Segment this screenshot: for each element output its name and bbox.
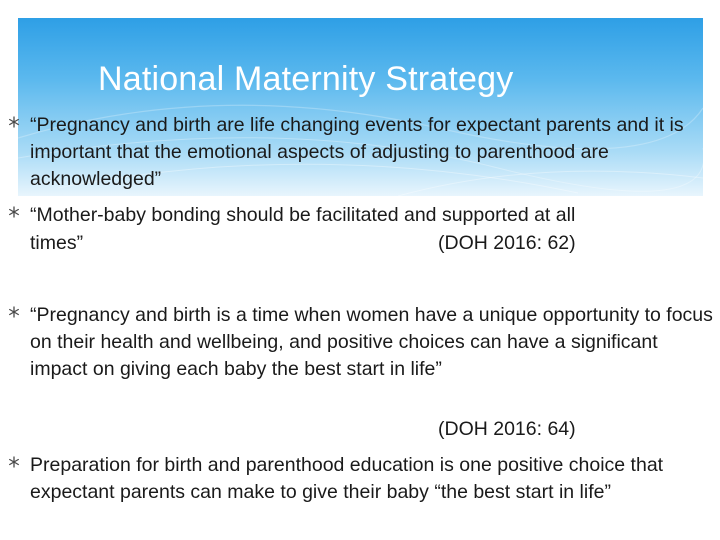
asterisk-bullet-icon — [8, 456, 20, 468]
bullet-text: “Mother-baby bonding should be facilitated and supported at all — [30, 204, 576, 226]
asterisk-bullet-icon — [8, 116, 20, 128]
asterisk-bullet-icon — [8, 306, 20, 318]
citation: (DOH 2016: 64) — [438, 418, 576, 440]
asterisk-bullet-icon — [8, 206, 20, 218]
bullet-text: Preparation for birth and parenthood education is one positive choice that expectant parents can make to give their baby “the best start in life” — [30, 454, 664, 503]
bullet-text: “Pregnancy and birth is a time when women have a unique opportunity to focus on their health and wellbeing, and positive choices can have a significant impact on giving each baby the best start in life” — [30, 304, 713, 380]
bullet-item-3 — [30, 302, 714, 383]
bullet-item-2 — [30, 202, 714, 229]
bullet-text: “Pregnancy and birth are life changing events for expectant parents and it is important that the emotional aspects of adjusting to parenthood are acknowledged” — [30, 114, 684, 190]
bullet-item-1 — [30, 112, 714, 193]
slide-title: National Maternity Strategy — [98, 60, 514, 98]
bullet-text-end: times” — [30, 232, 84, 254]
citation: (DOH 2016: 62) — [438, 232, 576, 254]
bullet-item-4 — [30, 452, 714, 506]
